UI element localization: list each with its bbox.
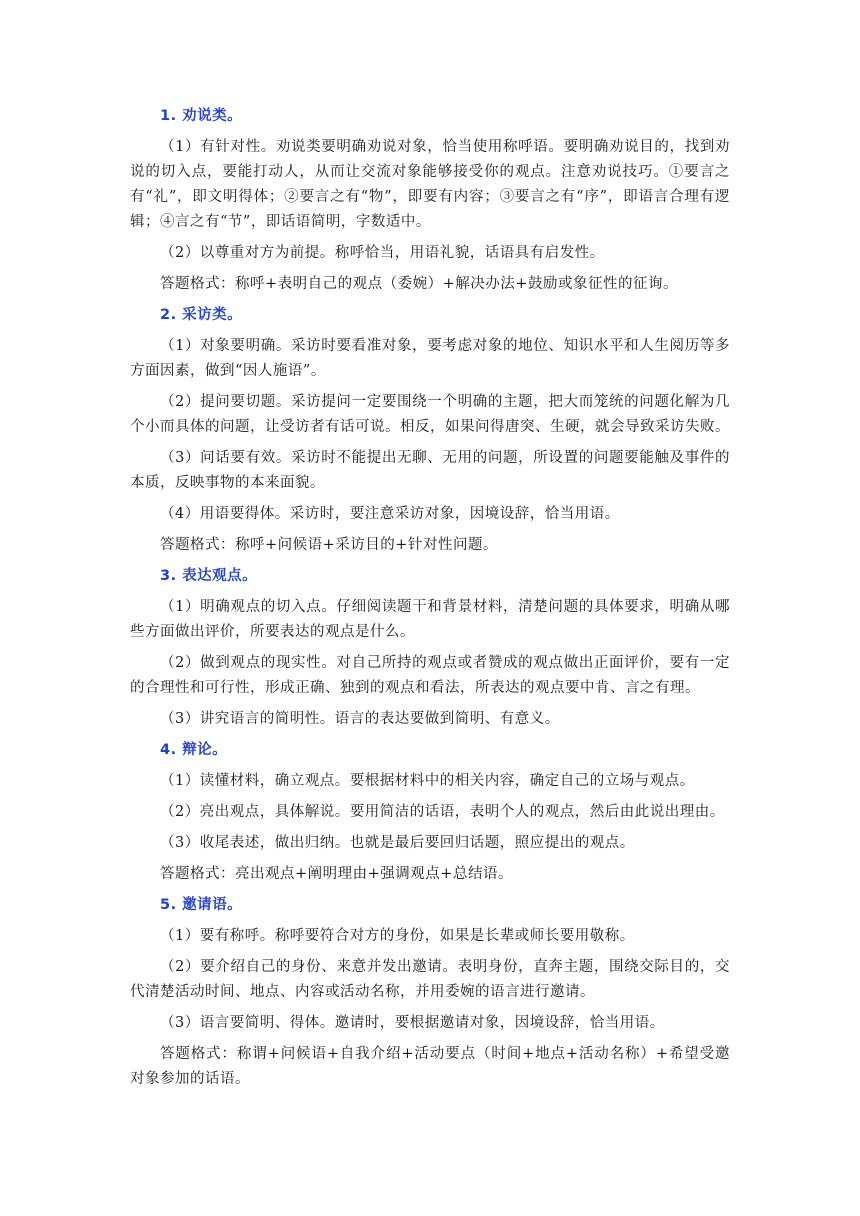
paragraph: （1）读懂材料，确立观点。要根据材料中的相关内容，确定自己的立场与观点。 [160,773,695,789]
section-heading: 3. 表达观点。 [160,568,258,584]
paragraph: （2）做到观点的现实性。对自己所持的观点或者赞成的观点做出正面评价，要有一定的合理性和可行性，形成正确、独到的观点和看法，所表达的观点要中肯、言之有理。 [130,655,730,696]
section-heading: 1. 劝说类。 [160,108,243,124]
paragraph: （1）对象要明确。采访时要看准对象，要考虑对象的地位、知识水平和人生阅历等多方面因素，做到“因人施语”。 [130,338,730,379]
paragraph: （1）明确观点的切入点。仔细阅读题干和背景材料，清楚问题的具体要求，明确从哪些方面做出评价，所要表达的观点是什么。 [130,599,730,640]
answer-format: 答题格式：称谓+问候语+自我介绍+活动要点（时间+地点+活动名称）+希望受邀对象参加的话语。 [130,1046,730,1087]
paragraph: （3）问话要有效。采访时不能提出无聊、无用的问题，所设置的问题要能触及事件的本质，反映事物的本来面貌。 [130,450,730,491]
paragraph: （2）以尊重对方为前提。称呼恰当，用语礼貌，话语具有启发性。 [160,245,605,261]
paragraph: （3）讲究语言的简明性。语言的表达要做到简明、有意义。 [160,711,560,727]
answer-format: 答题格式：亮出观点+阐明理由+强调观点+总结语。 [160,866,513,882]
answer-format: 答题格式：称呼+表明自己的观点（委婉）+解决办法+鼓励或象征性的征询。 [160,276,678,292]
document-body [130,104,730,1098]
paragraph: （3）语言要简明、得体。邀请时，要根据邀请对象，因境设辞，恰当用语。 [160,1015,665,1031]
section-heading: 2. 采访类。 [160,307,243,323]
paragraph: （4）用语要得体。采访时，要注意采访对象，因境设辞，恰当用语。 [160,506,620,522]
paragraph: （1）要有称呼。称呼要符合对方的身份，如果是长辈或师长要用敬称。 [160,928,635,944]
paragraph: （2）亮出观点，具体解说。要用简洁的话语，表明个人的观点，然后由此说出理由。 [160,804,725,820]
section-heading: 5. 邀请语。 [160,897,243,913]
section-heading: 4. 辩论。 [160,742,228,758]
paragraph: （1）有针对性。劝说类要明确劝说对象，恰当使用称呼语。要明确劝说目的，找到劝说的切入点，要能打动人，从而让交流对象能够接受你的观点。注意劝说技巧。①要言之有“礼”，即文明得体；②要言之有“物”，即要有内容；③要言之有“序”，即语言合理有逻辑；④言之有“节”，即话语简明，字数适中。 [130,139,730,230]
paragraph: （2）提问要切题。采访提问一定要围绕一个明确的主题，把大而笼统的问题化解为几个小而具体的问题，让受访者有话可说。相反，如果问得唐突、生硬，就会导致采访失败。 [130,394,730,435]
paragraph: （2）要介绍自己的身份、来意并发出邀请。表明身份，直奔主题，围绕交际目的，交代清楚活动时间、地点、内容或活动名称，并用委婉的语言进行邀请。 [130,959,730,1000]
paragraph: （3）收尾表述，做出归纳。也就是最后要回归话题，照应提出的观点。 [160,835,635,851]
answer-format: 答题格式：称呼+问候语+采访目的+针对性问题。 [160,537,498,553]
